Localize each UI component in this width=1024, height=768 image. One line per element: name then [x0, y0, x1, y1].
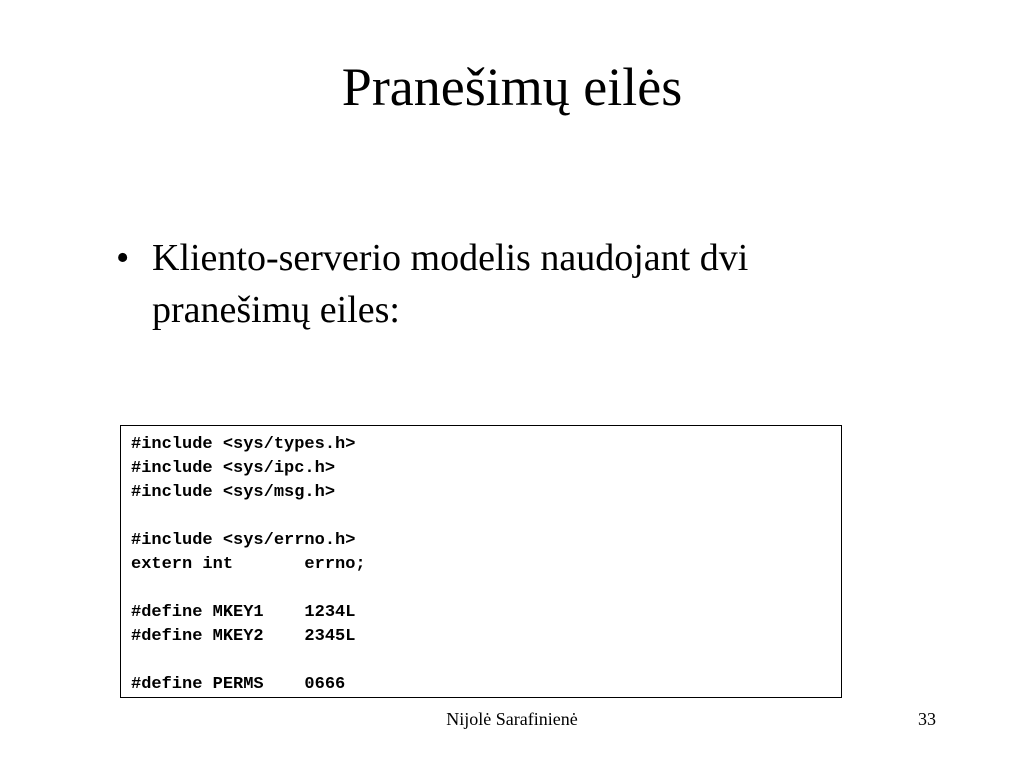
code-line: #include <sys/msg.h> [131, 483, 336, 502]
code-line [131, 577, 831, 601]
code-line: #define PERMS 0666 [131, 675, 346, 694]
code-block [120, 425, 842, 698]
bullet-icon: • [116, 237, 130, 279]
code-line [131, 649, 831, 673]
code-line: #include <sys/types.h> [131, 435, 356, 454]
slide-title: Pranešimų eilės [341, 57, 683, 117]
bullet-list [108, 232, 888, 336]
code-line: extern int errno; [131, 555, 366, 574]
code-line: #include <sys/ipc.h> [131, 459, 336, 478]
bullet-item [108, 232, 888, 336]
footer-author: Nijolė Sarafinienė [446, 709, 578, 729]
code-line: #define MKEY2 2345L [131, 627, 356, 646]
page-number: 33 [918, 709, 936, 729]
bullet-text: Kliento-serverio modelis naudojant dvi pranešimų eiles: [152, 237, 749, 331]
code-line: #include <sys/errno.h> [131, 531, 356, 550]
code-line: #define MKEY1 1234L [131, 603, 356, 622]
code-line [131, 505, 831, 529]
